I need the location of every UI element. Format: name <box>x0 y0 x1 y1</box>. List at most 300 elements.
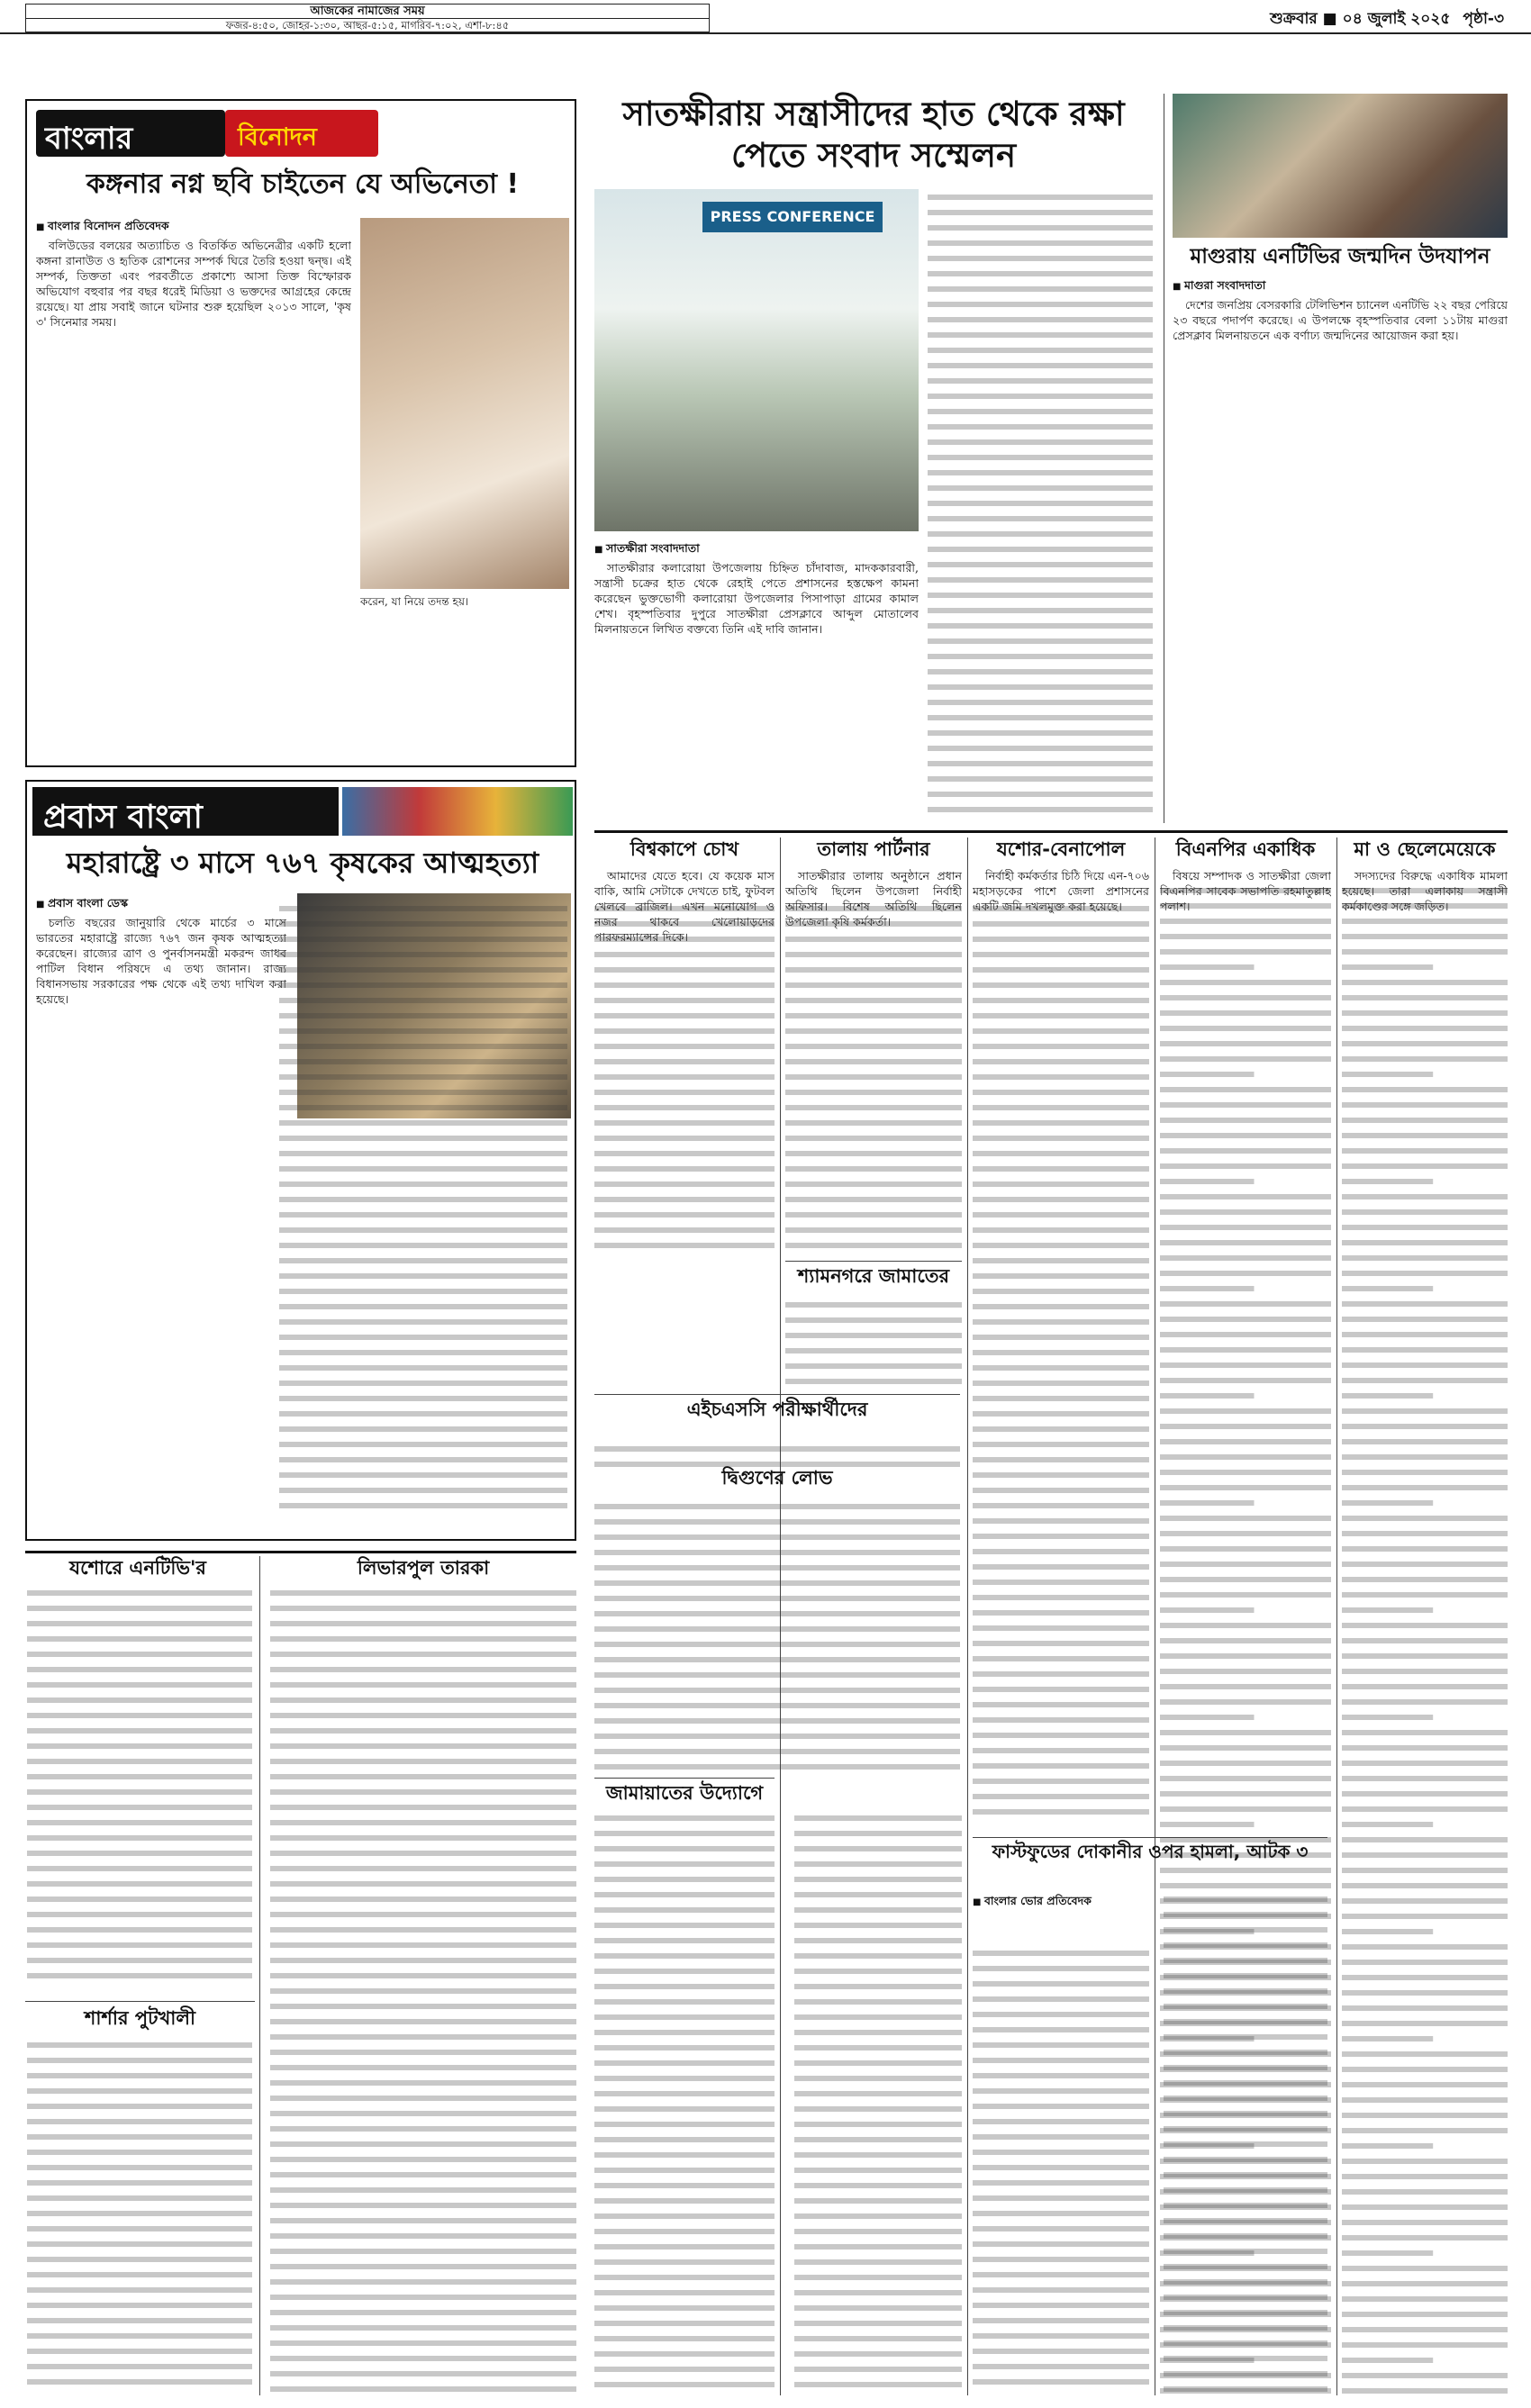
text-line <box>27 2379 252 2385</box>
text-line <box>973 1243 1149 1248</box>
text-line <box>270 1636 576 1642</box>
text-line <box>594 2076 775 2081</box>
text-line <box>973 2287 1149 2293</box>
text-lines <box>279 906 567 1508</box>
text-line <box>594 1892 775 1897</box>
text-line <box>928 807 1153 812</box>
text-line <box>594 1831 775 1836</box>
text-line <box>279 1044 567 1049</box>
text-line <box>973 1534 1149 1539</box>
text-line <box>1342 1929 1433 1934</box>
text-line <box>594 1243 775 1248</box>
text-line <box>594 2122 775 2127</box>
text-line <box>973 2333 1149 2339</box>
text-line <box>1342 1317 1508 1322</box>
text-line <box>973 1717 1149 1723</box>
text-line <box>27 2058 252 2063</box>
text-line <box>794 2183 962 2188</box>
text-line <box>973 2318 1149 2323</box>
text-line <box>1342 2067 1508 2072</box>
text-line <box>928 210 1153 215</box>
text-line <box>973 1763 1149 1769</box>
text-line <box>279 1136 567 1141</box>
text-line <box>1342 1118 1508 1123</box>
text-line <box>270 1835 576 1841</box>
text-line <box>794 2290 962 2295</box>
text-line <box>973 2241 1149 2247</box>
text-line <box>594 1446 960 1452</box>
fastfood-headline: ফাস্টফুডের দোকানীর ওপর হামলা, আটক ৩ <box>992 1841 1309 1862</box>
text-line <box>973 2349 1149 2354</box>
text-line <box>794 2229 962 2234</box>
satkhira-byline: ■ সাতক্ষীরা সংবাদদাতা <box>594 540 919 557</box>
text-line <box>270 2386 576 2392</box>
text-line <box>1342 1761 1508 1766</box>
text-line <box>1342 2128 1508 2133</box>
text-line <box>27 1912 252 1917</box>
text-line <box>1160 1026 1331 1031</box>
text-line <box>1342 2235 1508 2241</box>
magura-headline: মাগুরায় এনটিভির জন্মদিন উদযাপন <box>1190 245 1490 268</box>
text-line <box>1164 1897 1327 1902</box>
text-line <box>785 1212 962 1218</box>
text-line <box>1164 2141 1327 2147</box>
text-line <box>279 906 567 911</box>
text-line <box>594 2336 775 2341</box>
press-conference-sign: PRESS CONFERENCE <box>702 202 883 232</box>
text-line <box>794 2305 962 2311</box>
text-line <box>1160 1424 1331 1429</box>
text-line <box>1160 1301 1331 1307</box>
text-line <box>27 1820 252 1825</box>
text-line <box>794 2351 962 2357</box>
text-line <box>594 1969 775 1974</box>
text-line <box>1160 1883 1331 1888</box>
text-line <box>1160 949 1331 955</box>
text-line <box>279 1472 567 1478</box>
text-line <box>973 1136 1149 1141</box>
text-line <box>1342 2281 1508 2286</box>
text-line <box>1160 1745 1331 1751</box>
text-line <box>973 1059 1149 1064</box>
text-line <box>1160 1684 1331 1689</box>
text-line <box>594 2244 775 2250</box>
text-line <box>27 1621 252 1626</box>
text-line <box>785 1363 962 1369</box>
text-line <box>1164 2050 1327 2055</box>
text-line <box>279 1273 567 1279</box>
text-line <box>270 2249 576 2254</box>
text-line <box>279 1090 567 1095</box>
text-line <box>270 2111 576 2116</box>
text-line <box>928 302 1153 307</box>
text-line <box>928 439 1153 445</box>
text-line <box>279 1396 567 1401</box>
text-line <box>1342 2312 1508 2317</box>
text-line <box>785 1136 962 1141</box>
text-line <box>1342 1883 1508 1888</box>
text-line <box>1342 1852 1508 1858</box>
text-line <box>279 1350 567 1355</box>
text-line <box>279 1028 567 1034</box>
text-line <box>1164 2325 1327 2331</box>
text-line <box>594 1044 775 1049</box>
probash-section-title: প্রবাস বাংলা <box>32 787 339 836</box>
text-line <box>928 761 1153 766</box>
text-line <box>1160 1393 1255 1399</box>
text-line <box>1160 1362 1331 1368</box>
text-line <box>973 906 1149 911</box>
text-line <box>1164 2279 1327 2285</box>
text-line <box>279 1181 567 1187</box>
text-line <box>973 1625 1149 1631</box>
text-line <box>1342 2250 1433 2256</box>
probash-headline: মহারাষ্ট্রে ৩ মাসে ৭৬৭ কৃষকের আত্মহত্যা <box>66 846 539 880</box>
text-line <box>973 982 1149 988</box>
text-line <box>270 2096 576 2101</box>
text-line <box>279 1381 567 1386</box>
text-line <box>1342 1638 1508 1643</box>
text-line <box>973 1671 1149 1677</box>
text-line <box>594 1626 960 1632</box>
text-line <box>1164 2386 1327 2392</box>
text-line <box>1342 1562 1508 1567</box>
text-line <box>973 1503 1149 1508</box>
text-line <box>1342 1347 1508 1353</box>
text-line <box>794 1923 962 1928</box>
text-line <box>794 1861 962 1867</box>
text-line <box>270 2325 576 2331</box>
text-line <box>594 1846 775 1851</box>
magura-byline: ■ মাগুরা সংবাদদাতা <box>1173 277 1508 294</box>
binodon-headline: কঙ্গনার নগ্ন ছবি চাইতেন যে অভিনেতা ! <box>86 168 520 200</box>
text-line <box>1342 1133 1508 1138</box>
text-line <box>973 1105 1149 1110</box>
text-line <box>27 2150 252 2155</box>
text-line <box>1160 1730 1331 1735</box>
text-line <box>973 1028 1149 1034</box>
text-line <box>928 792 1153 797</box>
text-line <box>279 1442 567 1447</box>
text-lines <box>973 906 1149 1815</box>
text-lines <box>973 1951 1149 2385</box>
text-line <box>279 1227 567 1233</box>
text-line <box>27 1942 252 1948</box>
text-line <box>973 921 1149 927</box>
binodon-body: বলিউডের বলয়ের অত্যাচিত ও বিতর্কিত অভিনেত্রীর একটি হলো কঙ্গনা রানাউত ও হৃতিক রোশনের সম্পর্ক ঘিরে তৈরি হওয়া দ্বন্দ্ব। এই সম্পর্ক, তিক্ততা এবং পরবর্তীতে প্রকাশ্যে আসা তিক্ত বিস্ফোরক অভিযোগ বহুবার পর বছর ধরেই মিডিয়া ও ভক্তদের আগ্রহের কেন্দ্রে রয়েছে। যা প্রায় সবাই জানে ঘটনার শুরু হয়েছিল ২০১৩ সালে, 'কৃষ ৩' সিনেমার সময়। <box>36 239 351 329</box>
col4-body: বিষয়ে সম্পাদক ও সাতক্ষীরা জেলা বিএনপির সাবেক সভাপতি রহমাতুল্লাহ পলাশ। <box>1160 869 1331 913</box>
text-line <box>594 1166 775 1172</box>
text-line <box>928 562 1153 567</box>
text-line <box>27 1927 252 1933</box>
text-line <box>1342 1225 1508 1230</box>
text-line <box>1342 1194 1508 1199</box>
text-line <box>973 2150 1149 2155</box>
text-line <box>270 2172 576 2177</box>
text-line <box>928 623 1153 629</box>
text-line <box>27 2165 252 2170</box>
text-line <box>973 1227 1149 1233</box>
text-line <box>794 2091 962 2096</box>
text-line <box>594 1923 775 1928</box>
text-line <box>785 998 962 1003</box>
text-line <box>973 2272 1149 2277</box>
text-line <box>270 1697 576 1703</box>
col3-body: নির্বাহী কর্মকর্তার চিঠি দিয়ে এন-৭০৬ মহাসড়কের পাশে জেলা প্রশাসনের একটি জমি দখলমুক্ত করা হয়েছে। <box>973 869 1149 913</box>
text-line <box>1160 1087 1331 1092</box>
text-lines <box>1342 888 1508 2394</box>
text-line <box>1160 1271 1331 1276</box>
text-line <box>785 982 962 988</box>
text-line <box>1160 1669 1331 1674</box>
text-line <box>785 967 962 973</box>
text-line <box>27 2119 252 2124</box>
text-line <box>1342 1148 1508 1154</box>
text-line <box>973 1748 1149 1753</box>
text-line <box>1160 1317 1331 1322</box>
text-line <box>1342 2113 1508 2118</box>
text-line <box>27 1973 252 1978</box>
text-line <box>270 2034 576 2040</box>
text-line <box>973 1809 1149 1815</box>
text-line <box>279 1074 567 1080</box>
col1-body: আমাদের যেতে হবে। যে কয়েক মাস বাকি, আমি সেটাকে দেখতে চাই, ফুটবল খেলবে ব্রাজিল। এখন মনোযোগ ও নজর থাকবে খেলোয়াড়দের পারফরম্যান্সের দিকে। <box>594 869 775 944</box>
text-line <box>594 1734 960 1739</box>
text-line <box>973 2211 1149 2216</box>
text-line <box>973 1396 1149 1401</box>
text-line <box>1160 1286 1255 1291</box>
text-line <box>973 1488 1149 1493</box>
text-line <box>973 2088 1149 2094</box>
text-line <box>794 2122 962 2127</box>
text-line <box>1160 1133 1331 1138</box>
text-line <box>973 2257 1149 2262</box>
text-line <box>270 1667 576 1672</box>
text-lines <box>928 195 1153 812</box>
text-line <box>973 1733 1149 1738</box>
text-line <box>794 2030 962 2035</box>
text-line <box>270 2356 576 2361</box>
text-line <box>794 1877 962 1882</box>
text-line <box>1342 2036 1433 2041</box>
text-line <box>594 1462 960 1467</box>
text-line <box>1342 1424 1508 1429</box>
text-line <box>270 2019 576 2024</box>
text-line <box>973 1273 1149 1279</box>
text-line <box>928 271 1153 276</box>
text-line <box>1160 1072 1255 1077</box>
text-line <box>270 1958 576 1963</box>
text-line <box>1164 2034 1327 2040</box>
text-line <box>27 1652 252 1657</box>
text-line <box>794 2321 962 2326</box>
text-line <box>1160 1806 1331 1812</box>
text-line <box>594 2213 775 2219</box>
text-line <box>594 2305 775 2311</box>
text-line <box>594 2275 775 2280</box>
text-line <box>1164 2080 1327 2086</box>
text-line <box>27 1897 252 1902</box>
text-line <box>270 2065 576 2070</box>
text-line <box>1342 2082 1508 2087</box>
binodon-brand-left: বাংলার <box>45 121 133 157</box>
text-line <box>27 2257 252 2262</box>
text-line <box>1342 1577 1508 1582</box>
text-line <box>1160 1761 1331 1766</box>
text-line <box>594 1534 960 1540</box>
text-line <box>1342 1010 1508 1016</box>
text-line <box>973 1044 1149 1049</box>
text-line <box>1342 1898 1508 1904</box>
col3-headline: যশোর-বেনাপোল <box>996 838 1126 860</box>
text-line <box>1342 1837 1508 1842</box>
text-line <box>27 1881 252 1887</box>
text-line <box>928 286 1153 292</box>
text-line <box>973 2012 1149 2017</box>
text-line <box>973 1966 1149 1971</box>
text-line <box>785 1302 962 1308</box>
text-line <box>973 2195 1149 2201</box>
text-line <box>1160 1255 1331 1261</box>
text-line <box>973 1702 1149 1707</box>
shyamnagar-headline: শ্যামনগরে জামাতের <box>797 1265 950 1287</box>
text-line <box>279 1411 567 1417</box>
text-line <box>594 1718 960 1724</box>
text-line <box>1160 1163 1331 1169</box>
col2-body: সাতক্ষীরার তালায় অনুষ্ঠানে প্রধান অতিথি ছিলেন উপজেলা নির্বাহী অফিসার। বিশেষ অতিথি ছিলেন উপজেলা কৃষি কর্মকর্তা। <box>785 869 962 928</box>
text-line <box>1160 1562 1331 1567</box>
text-line <box>1342 1286 1433 1291</box>
text-line <box>279 1258 567 1263</box>
text-line <box>1160 1408 1331 1414</box>
text-line <box>928 608 1153 613</box>
text-line <box>973 1151 1149 1156</box>
text-line <box>594 1877 775 1882</box>
text-line <box>785 1379 962 1384</box>
text-line <box>270 2141 576 2147</box>
text-line <box>973 1289 1149 1294</box>
text-line <box>1160 903 1331 909</box>
text-line <box>1342 1439 1508 1444</box>
text-line <box>1160 1347 1331 1353</box>
text-line <box>1160 1439 1331 1444</box>
text-line <box>1342 1500 1433 1506</box>
text-line <box>279 952 567 957</box>
text-line <box>1160 1791 1331 1797</box>
text-line <box>794 2382 962 2387</box>
text-line <box>928 531 1153 537</box>
text-line <box>794 2336 962 2341</box>
text-line <box>27 2241 252 2247</box>
text-line <box>594 1764 960 1770</box>
text-line <box>594 2060 775 2066</box>
text-line <box>1164 1988 1327 1994</box>
text-line <box>27 2042 252 2048</box>
text-line <box>1342 1485 1508 1490</box>
text-lines <box>594 1446 960 1467</box>
jessore-ntv-headline: যশোরে এনটিভি'র <box>69 1557 206 1579</box>
prayer-times: ফজর-৪:৫০, জোহর-১:৩০, আছর-৫:১৫, মাগরিব-৭:০২, এশা-৮:৪৫ <box>225 19 510 32</box>
text-line <box>973 1518 1149 1524</box>
text-line <box>594 2198 775 2204</box>
text-line <box>928 669 1153 674</box>
text-line <box>794 2045 962 2050</box>
text-line <box>1342 1960 1508 1965</box>
text-line <box>270 1805 576 1810</box>
text-line <box>785 1151 962 1156</box>
text-line <box>1160 1638 1331 1643</box>
text-line <box>785 1348 962 1353</box>
text-line <box>279 1013 567 1018</box>
text-line <box>594 1028 775 1034</box>
magura-body: দেশের জনপ্রিয় বেসরকারি টেলিভিশন চ্যানেল এনটিভি ২২ বছর পেরিয়ে ২৩ বছরে পদার্পণ করেছে। এ উপলক্ষে বৃহস্পতিবার বেলা ১১টায় মাগুরা প্রেসক্লাব মিলনায়তনে এক বর্ণাঢ্য জন্মদিনের আয়োজন করা হয়। <box>1173 298 1508 342</box>
text-line <box>1342 1944 1508 1950</box>
text-line <box>270 1789 576 1795</box>
text-line <box>279 1365 567 1371</box>
text-line <box>27 1851 252 1856</box>
text-line <box>928 409 1153 414</box>
text-line <box>1160 1531 1331 1536</box>
text-line <box>270 2004 576 2009</box>
text-line <box>1342 1822 1433 1827</box>
text-line <box>594 1999 775 2005</box>
text-line <box>270 1881 576 1887</box>
text-line <box>1342 1715 1433 1720</box>
text-line <box>594 2351 775 2357</box>
text-lines <box>594 906 775 1248</box>
text-line <box>27 1728 252 1734</box>
text-line <box>270 2279 576 2285</box>
text-line <box>928 485 1153 491</box>
text-line <box>594 1749 960 1754</box>
text-line <box>1342 1699 1508 1705</box>
text-line <box>279 1151 567 1156</box>
text-line <box>27 2211 252 2216</box>
text-line <box>1342 1684 1508 1689</box>
text-line <box>594 998 775 1003</box>
text-line <box>973 1564 1149 1570</box>
text-line <box>1342 919 1508 924</box>
text-line <box>973 1442 1149 1447</box>
text-line <box>1342 1454 1508 1460</box>
text-line <box>270 1851 576 1856</box>
text-line <box>270 2310 576 2315</box>
text-line <box>973 952 1149 957</box>
text-line <box>270 1927 576 1933</box>
text-line <box>270 2218 576 2223</box>
text-line <box>270 1606 576 1611</box>
text-lines <box>1160 888 1331 2394</box>
text-line <box>973 1258 1149 1263</box>
text-line <box>785 937 962 942</box>
text-line <box>928 501 1153 506</box>
text-line <box>1160 1194 1331 1199</box>
text-line <box>270 2295 576 2300</box>
text-line <box>973 1013 1149 1018</box>
text-line <box>1342 2021 1508 2026</box>
text-line <box>1342 1301 1508 1307</box>
text-line <box>1160 1470 1331 1475</box>
text-line <box>594 1984 775 1989</box>
text-line <box>27 2180 252 2186</box>
text-line <box>27 2287 252 2293</box>
text-line <box>594 2030 775 2035</box>
text-line <box>1342 1072 1433 1077</box>
text-line <box>928 700 1153 705</box>
text-line <box>973 2165 1149 2170</box>
text-line <box>594 2106 775 2112</box>
text-line <box>1160 1225 1331 1230</box>
